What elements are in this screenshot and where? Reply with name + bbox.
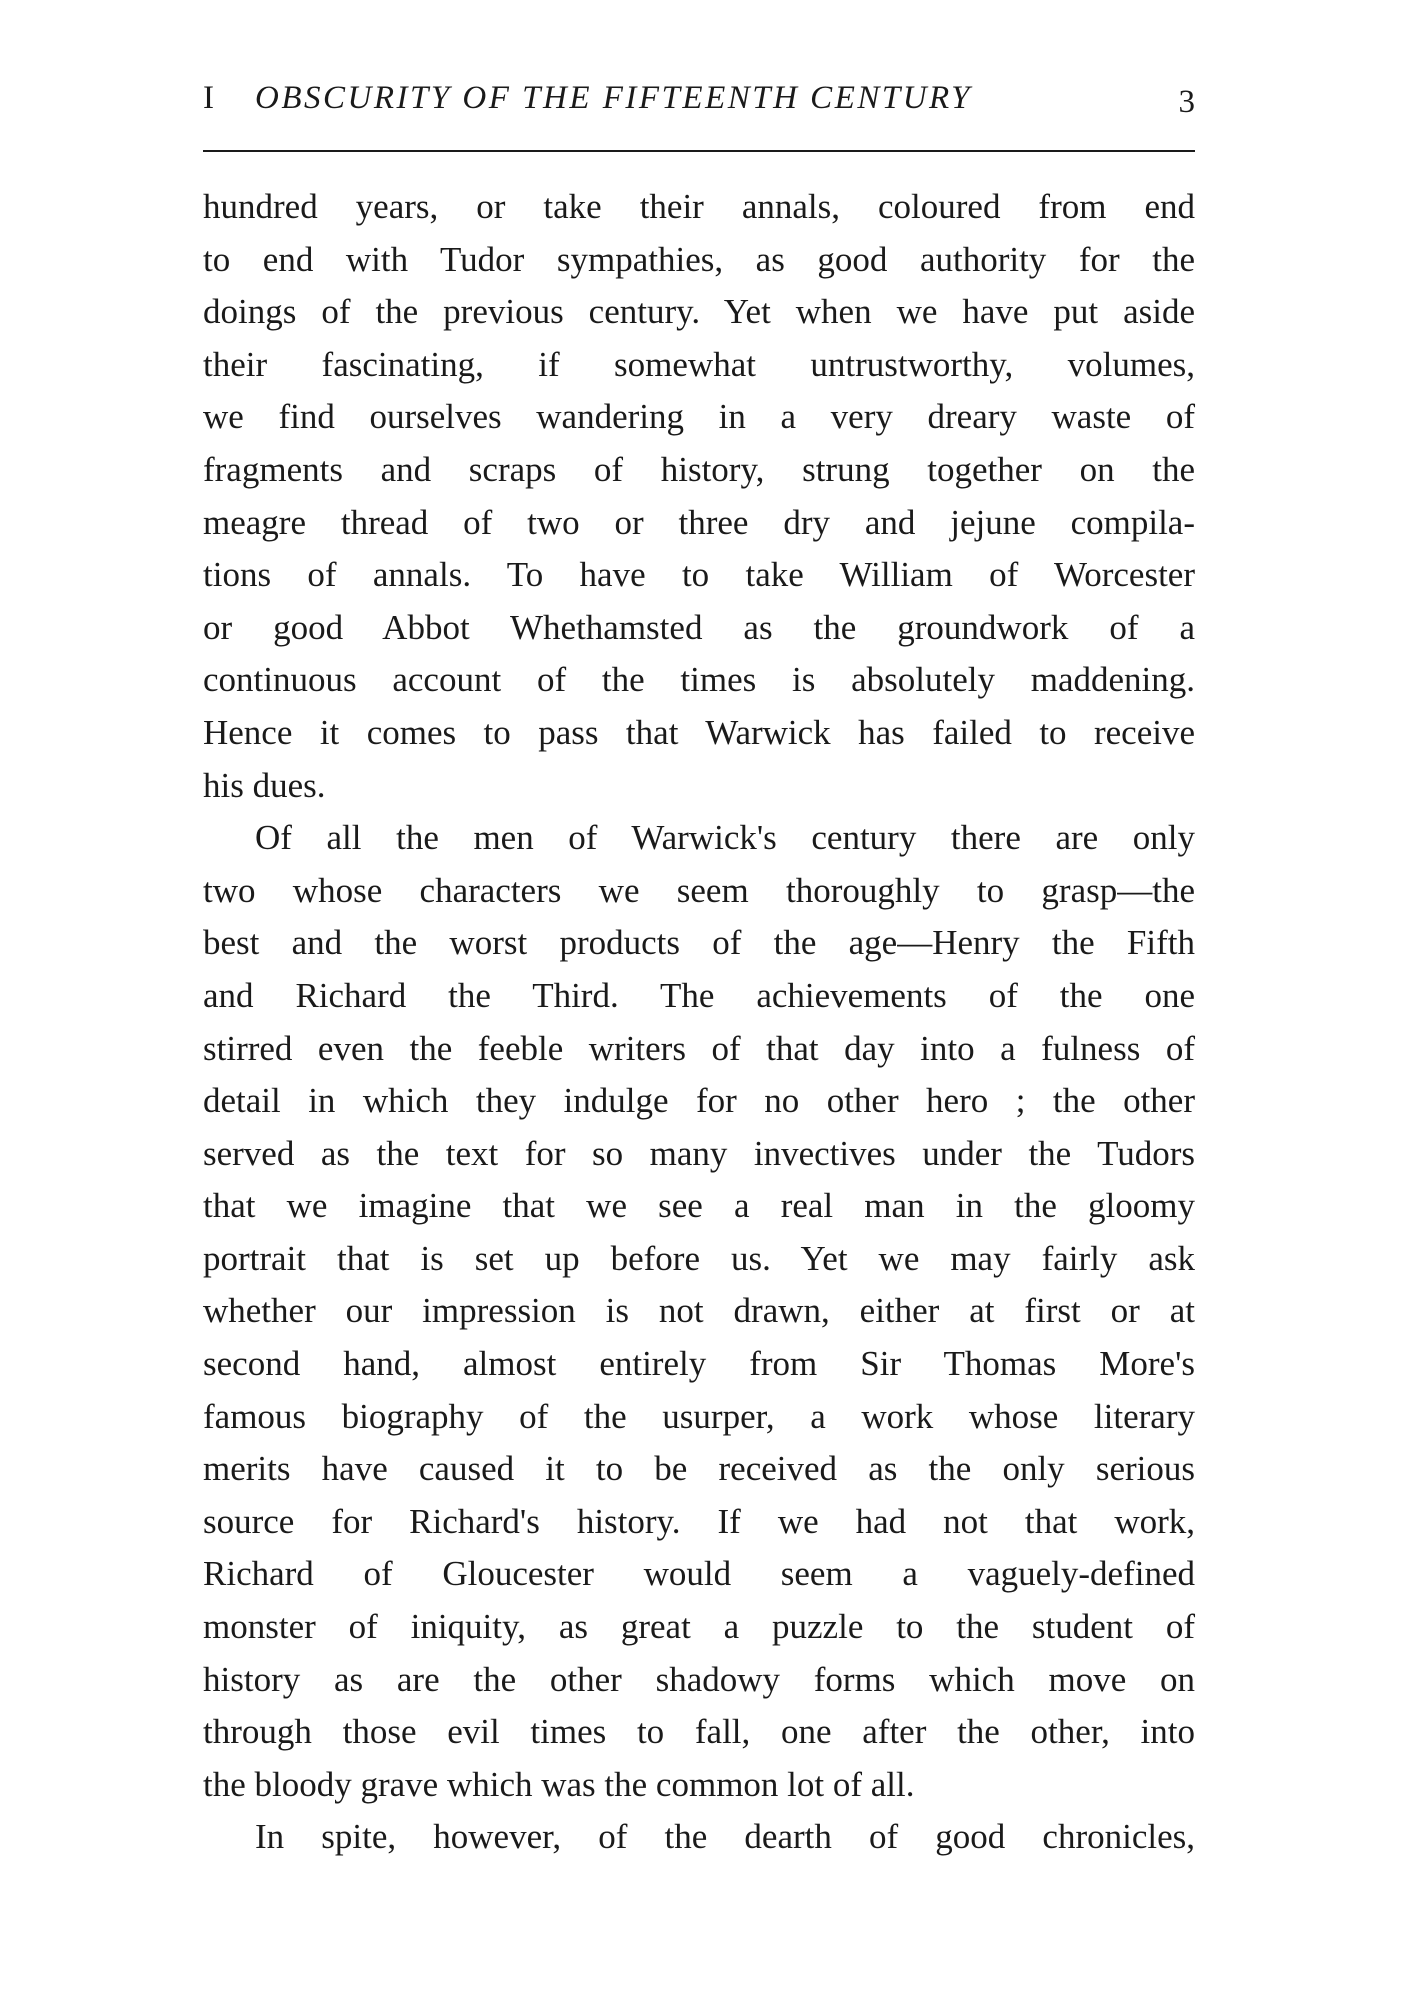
text-line: his dues. (203, 765, 326, 805)
text-line: history as are the other shadowy forms which move on (203, 1659, 1195, 1699)
text-line: tions of annals. To have to take William of Worcester (203, 555, 1195, 595)
header-rule (203, 150, 1195, 152)
text-line: to end with Tudor sympathies, as good authority for the (203, 239, 1195, 279)
text-line: detail in which they indulge for no other hero ; the other (203, 1081, 1195, 1121)
page-number: 3 (1178, 84, 1195, 120)
text-line: best and the worst products of the age—Henry the Fifth (203, 923, 1195, 963)
text-line: stirred even the feeble writers of that day into a fulness of (203, 1028, 1195, 1068)
text-line: merits have caused it to be received as the only serious (203, 1449, 1195, 1489)
body-text (203, 181, 1195, 1864)
text-line: Richard of Gloucester would seem a vaguely-defined (203, 1554, 1195, 1594)
text-line: portrait that is set up before us. Yet we may fairly ask (203, 1238, 1195, 1278)
text-line: monster of iniquity, as great a puzzle to the student of (203, 1607, 1195, 1647)
text-line: In spite, however, of the dearth of good chronicles, (255, 1817, 1195, 1857)
text-line: the bloody grave which was the common lot of all. (203, 1764, 915, 1804)
chapter-number: I (203, 80, 214, 116)
text-line: second hand, almost entirely from Sir Thomas More's (203, 1344, 1195, 1384)
text-line: hundred years, or take their annals, coloured from end (203, 187, 1195, 226)
text-line: famous biography of the usurper, a work whose literary (203, 1396, 1195, 1436)
text-line: through those evil times to fall, one after the other, into (203, 1712, 1195, 1752)
text-line: two whose characters we seem thoroughly to grasp—the (203, 870, 1195, 910)
text-line: served as the text for so many invectives under the Tudors (203, 1133, 1195, 1173)
text-line: we find ourselves wandering in a very dreary waste of (203, 397, 1195, 437)
text-line: that we imagine that we see a real man in the gloomy (203, 1186, 1195, 1226)
text-line: or good Abbot Whethamsted as the groundwork of a (203, 607, 1195, 647)
text-line: source for Richard's history. If we had not that work, (203, 1501, 1195, 1541)
text-line: meagre thread of two or three dry and jejune compila- (203, 502, 1195, 542)
text-line: Hence it comes to pass that Warwick has failed to receive (203, 712, 1195, 752)
text-line: and Richard the Third. The achievements of the one (203, 975, 1195, 1015)
text-line: whether our impression is not drawn, either at first or at (203, 1291, 1195, 1331)
text-line: their fascinating, if somewhat untrustworthy, volumes, (203, 344, 1195, 384)
running-title: OBSCURITY OF THE FIFTEENTH CENTURY (255, 80, 972, 116)
text-line: doings of the previous century. Yet when we have put aside (203, 292, 1195, 332)
text-line: Of all the men of Warwick's century there are only (255, 818, 1195, 858)
text-line: fragments and scraps of history, strung together on the (203, 449, 1195, 489)
running-head (203, 80, 1195, 128)
text-line: continuous account of the times is absolutely maddening. (203, 660, 1195, 700)
